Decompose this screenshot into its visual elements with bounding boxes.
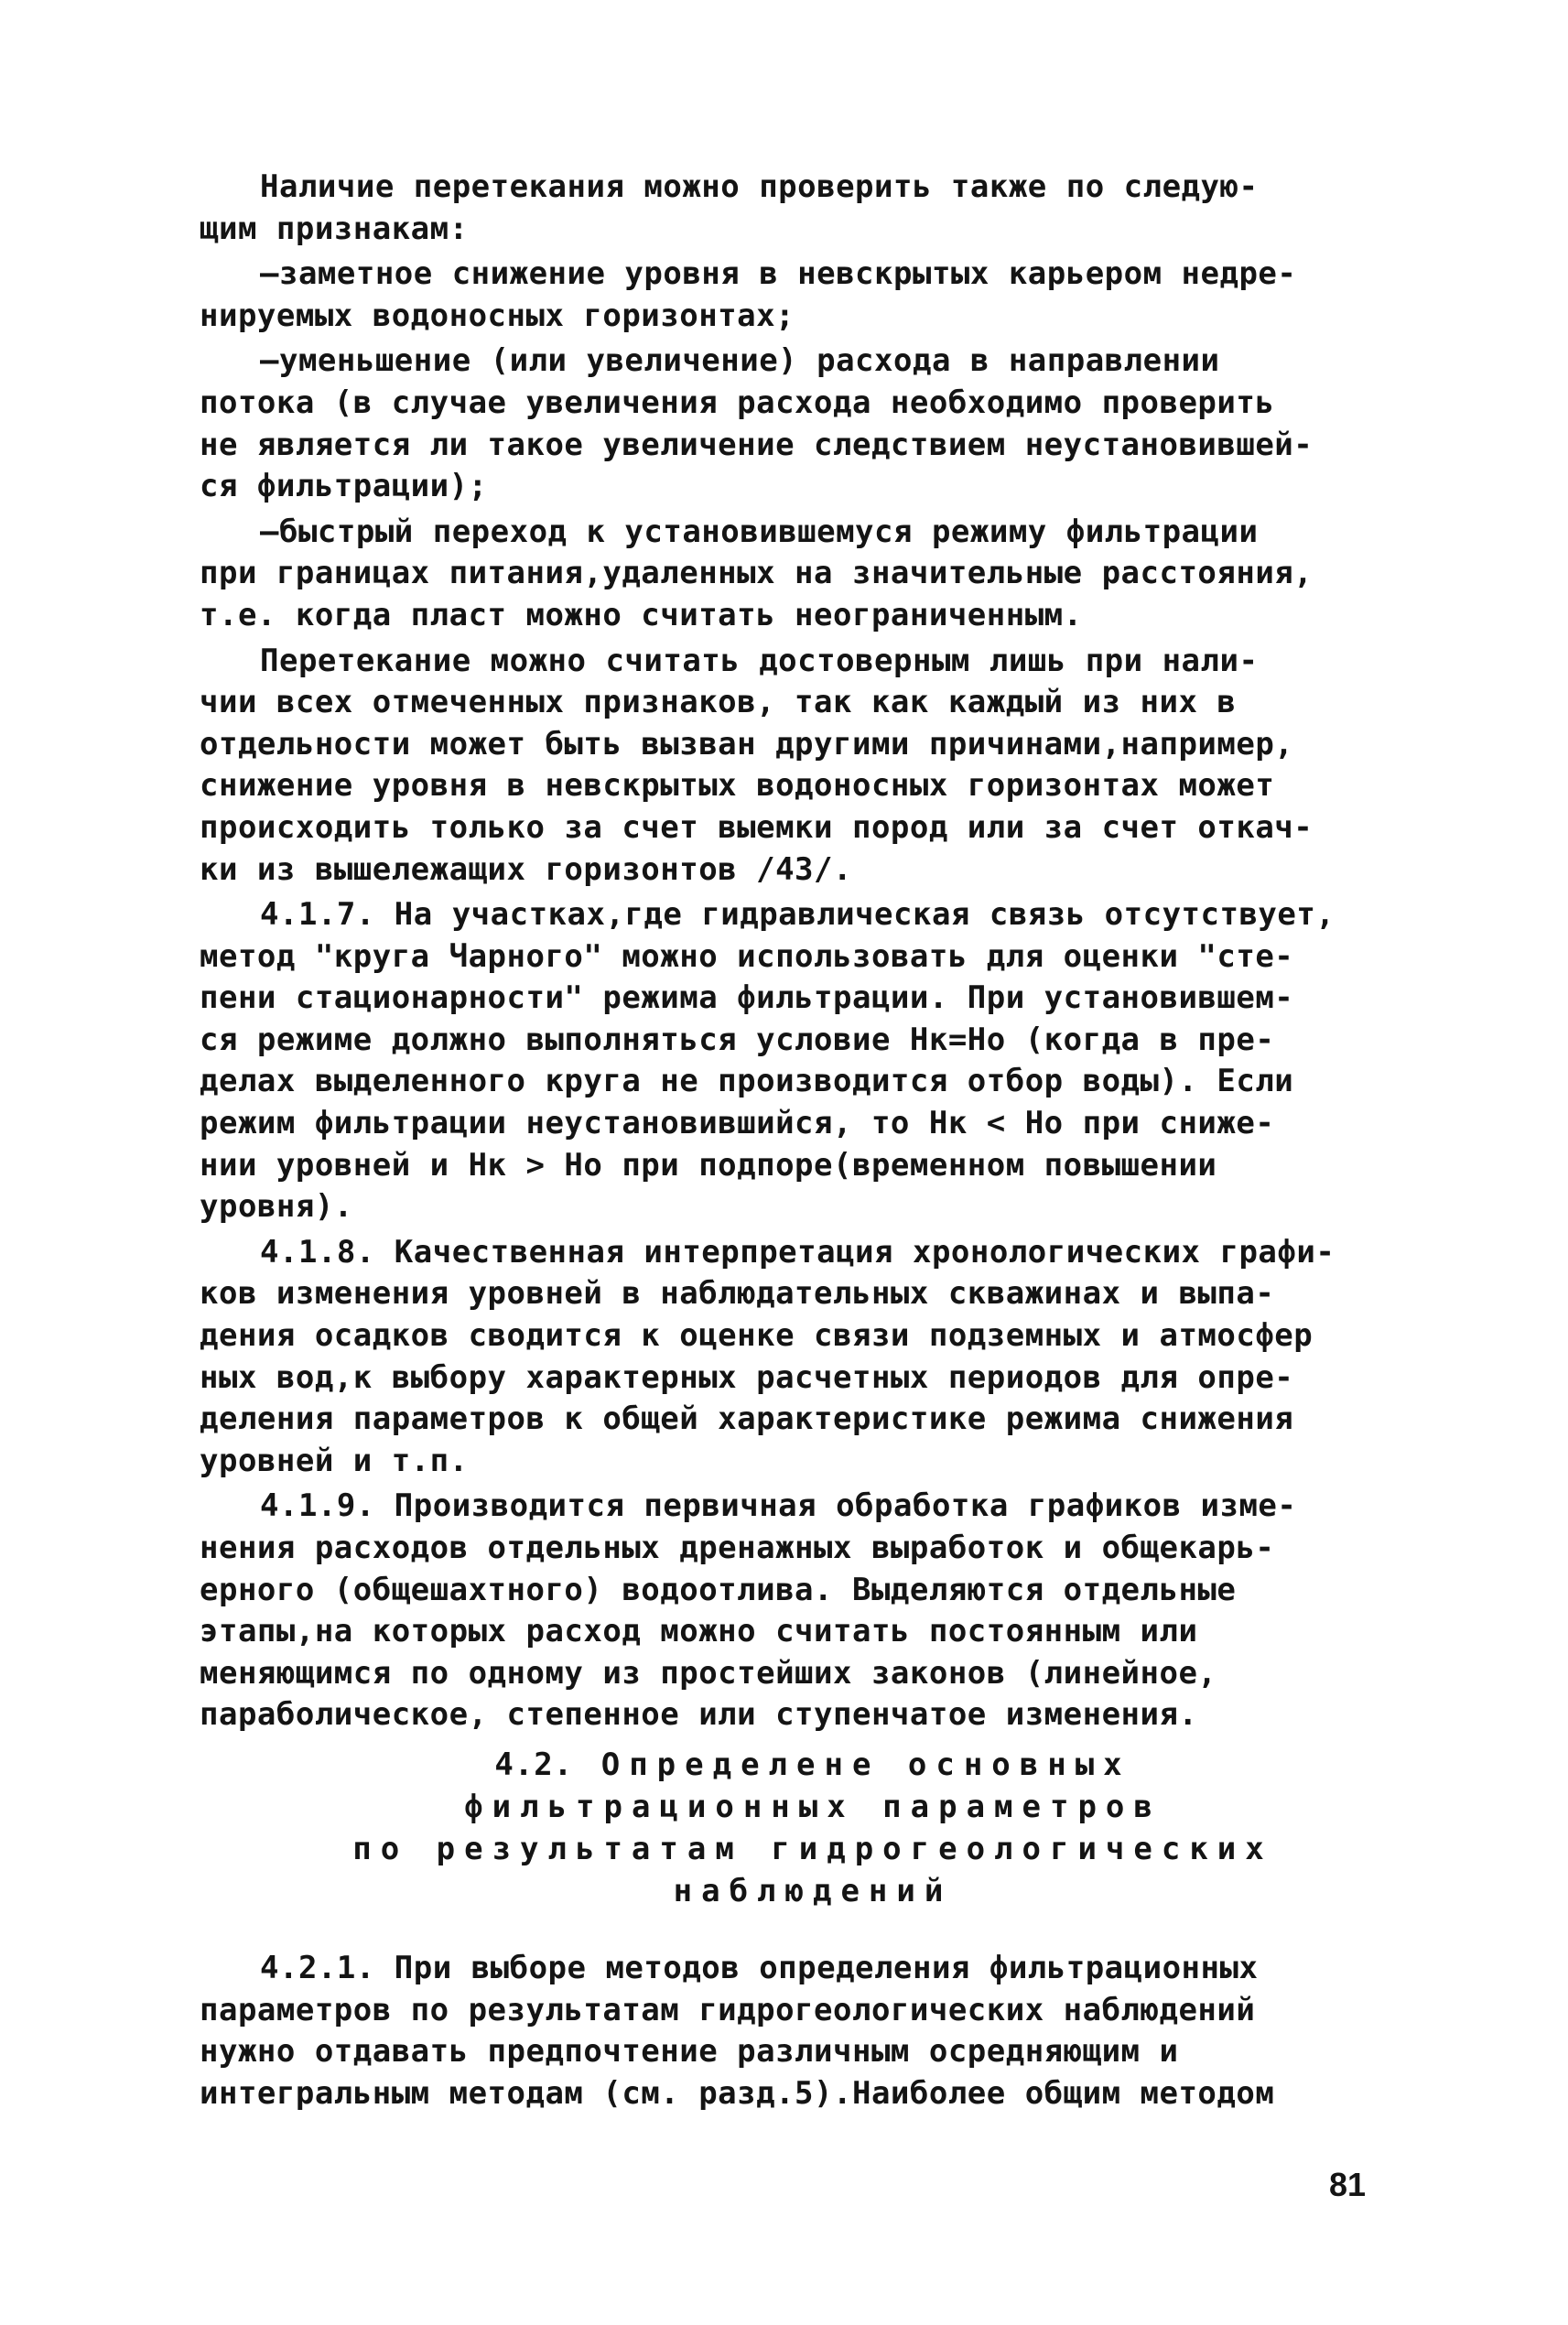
paragraph-sign-1: –заметное снижение уровня в невскрытых карьером недре- нируемых водоносных горизонтах;	[200, 255, 1297, 334]
section-heading-line-3: по результатам гидрогеологических	[352, 1831, 1273, 1867]
paragraph-intro: Наличие перетекания можно проверить также по следую- щим признакам:	[200, 168, 1259, 247]
paragraph-4-1-9: 4.1.9. Производится первичная обработка графиков изме- нения расходов отдельных дренажных выработок и общекарь- ерного (общешахтного) водоотлива. Выделяются отдельные этапы,на которых расход можно считать постоянным или меняющимся по одному из простейших законов (линейное, параболическое, степенное или ступенчатое изменения.	[200, 1487, 1297, 1734]
paragraph-sign-3: –быстрый переход к установившемуся режиму фильтрации при границах питания,удаленных на значительные расстояния, т.е. когда пласт можно считать неограниченным.	[200, 513, 1314, 633]
section-heading-line-2: фильтрационных параметров	[464, 1789, 1162, 1825]
paragraph-sign-2: –уменьшение (или увеличение) расхода в направлении потока (в случае увеличения расхода необходимо проверить не является ли такое увеличение следствием неустановившей- ся фильтрации);	[200, 342, 1314, 505]
section-heading	[200, 1744, 1426, 1912]
section-heading-line-4: наблюдений	[673, 1873, 953, 1909]
paragraph-4-2-1: 4.2.1. При выборе методов определения фильтрационных параметров по результатам гидрогеологических наблюдений нужно отдавать предпочтение различным осредняющим и интегральным методам (см. разд.5).Наиболее общим методом	[200, 1950, 1275, 2112]
section-title-part-1: Определене основных	[600, 1746, 1131, 1783]
body-text	[200, 167, 1426, 1740]
paragraph-4-1-8: 4.1.8. Качественная интерпретация хронологических графи- ков изменения уровней в наблюдательных скважинах и выпа- дения осадков сводится к оценке связи подземных и атмосфер ных вод,к выбору характерных расчетных периодов для опре- деления параметров к общей характеристике режима снижения уровней и т.п.	[200, 1233, 1336, 1479]
page-number: 81	[1329, 2166, 1367, 2203]
paragraph-leakage: Перетекание можно считать достоверным лишь при нали- чии всех отмеченных признаков, так как каждый из них в отдельности может быть вызван другими причинами,например, снижение уровня в невскрытых водоносных горизонтах может происходить только за счет выемки пород или за счет откач- ки из вышележащих горизонтов /43/.	[200, 642, 1314, 888]
section-heading-line-1	[200, 1744, 1426, 1786]
body-text-continued	[200, 1948, 1426, 2118]
section-number: 4.2.	[494, 1746, 574, 1783]
paragraph-4-1-7: 4.1.7. На участках,где гидравлическая связь отсутствует, метод "круга Чарного" можно использовать для оценки "сте- пени стационарности" режима фильтрации. При установившем- ся режиме должно выполняться условие Hк=Hо (когда в пре- делах выделенного круга не производится отбор воды). Если режим фильтрации неустановившийся, то Hк < Hо при сниже- нии уровней и Hк > Hо при подпоре(временном повышении уровня).	[200, 896, 1336, 1226]
